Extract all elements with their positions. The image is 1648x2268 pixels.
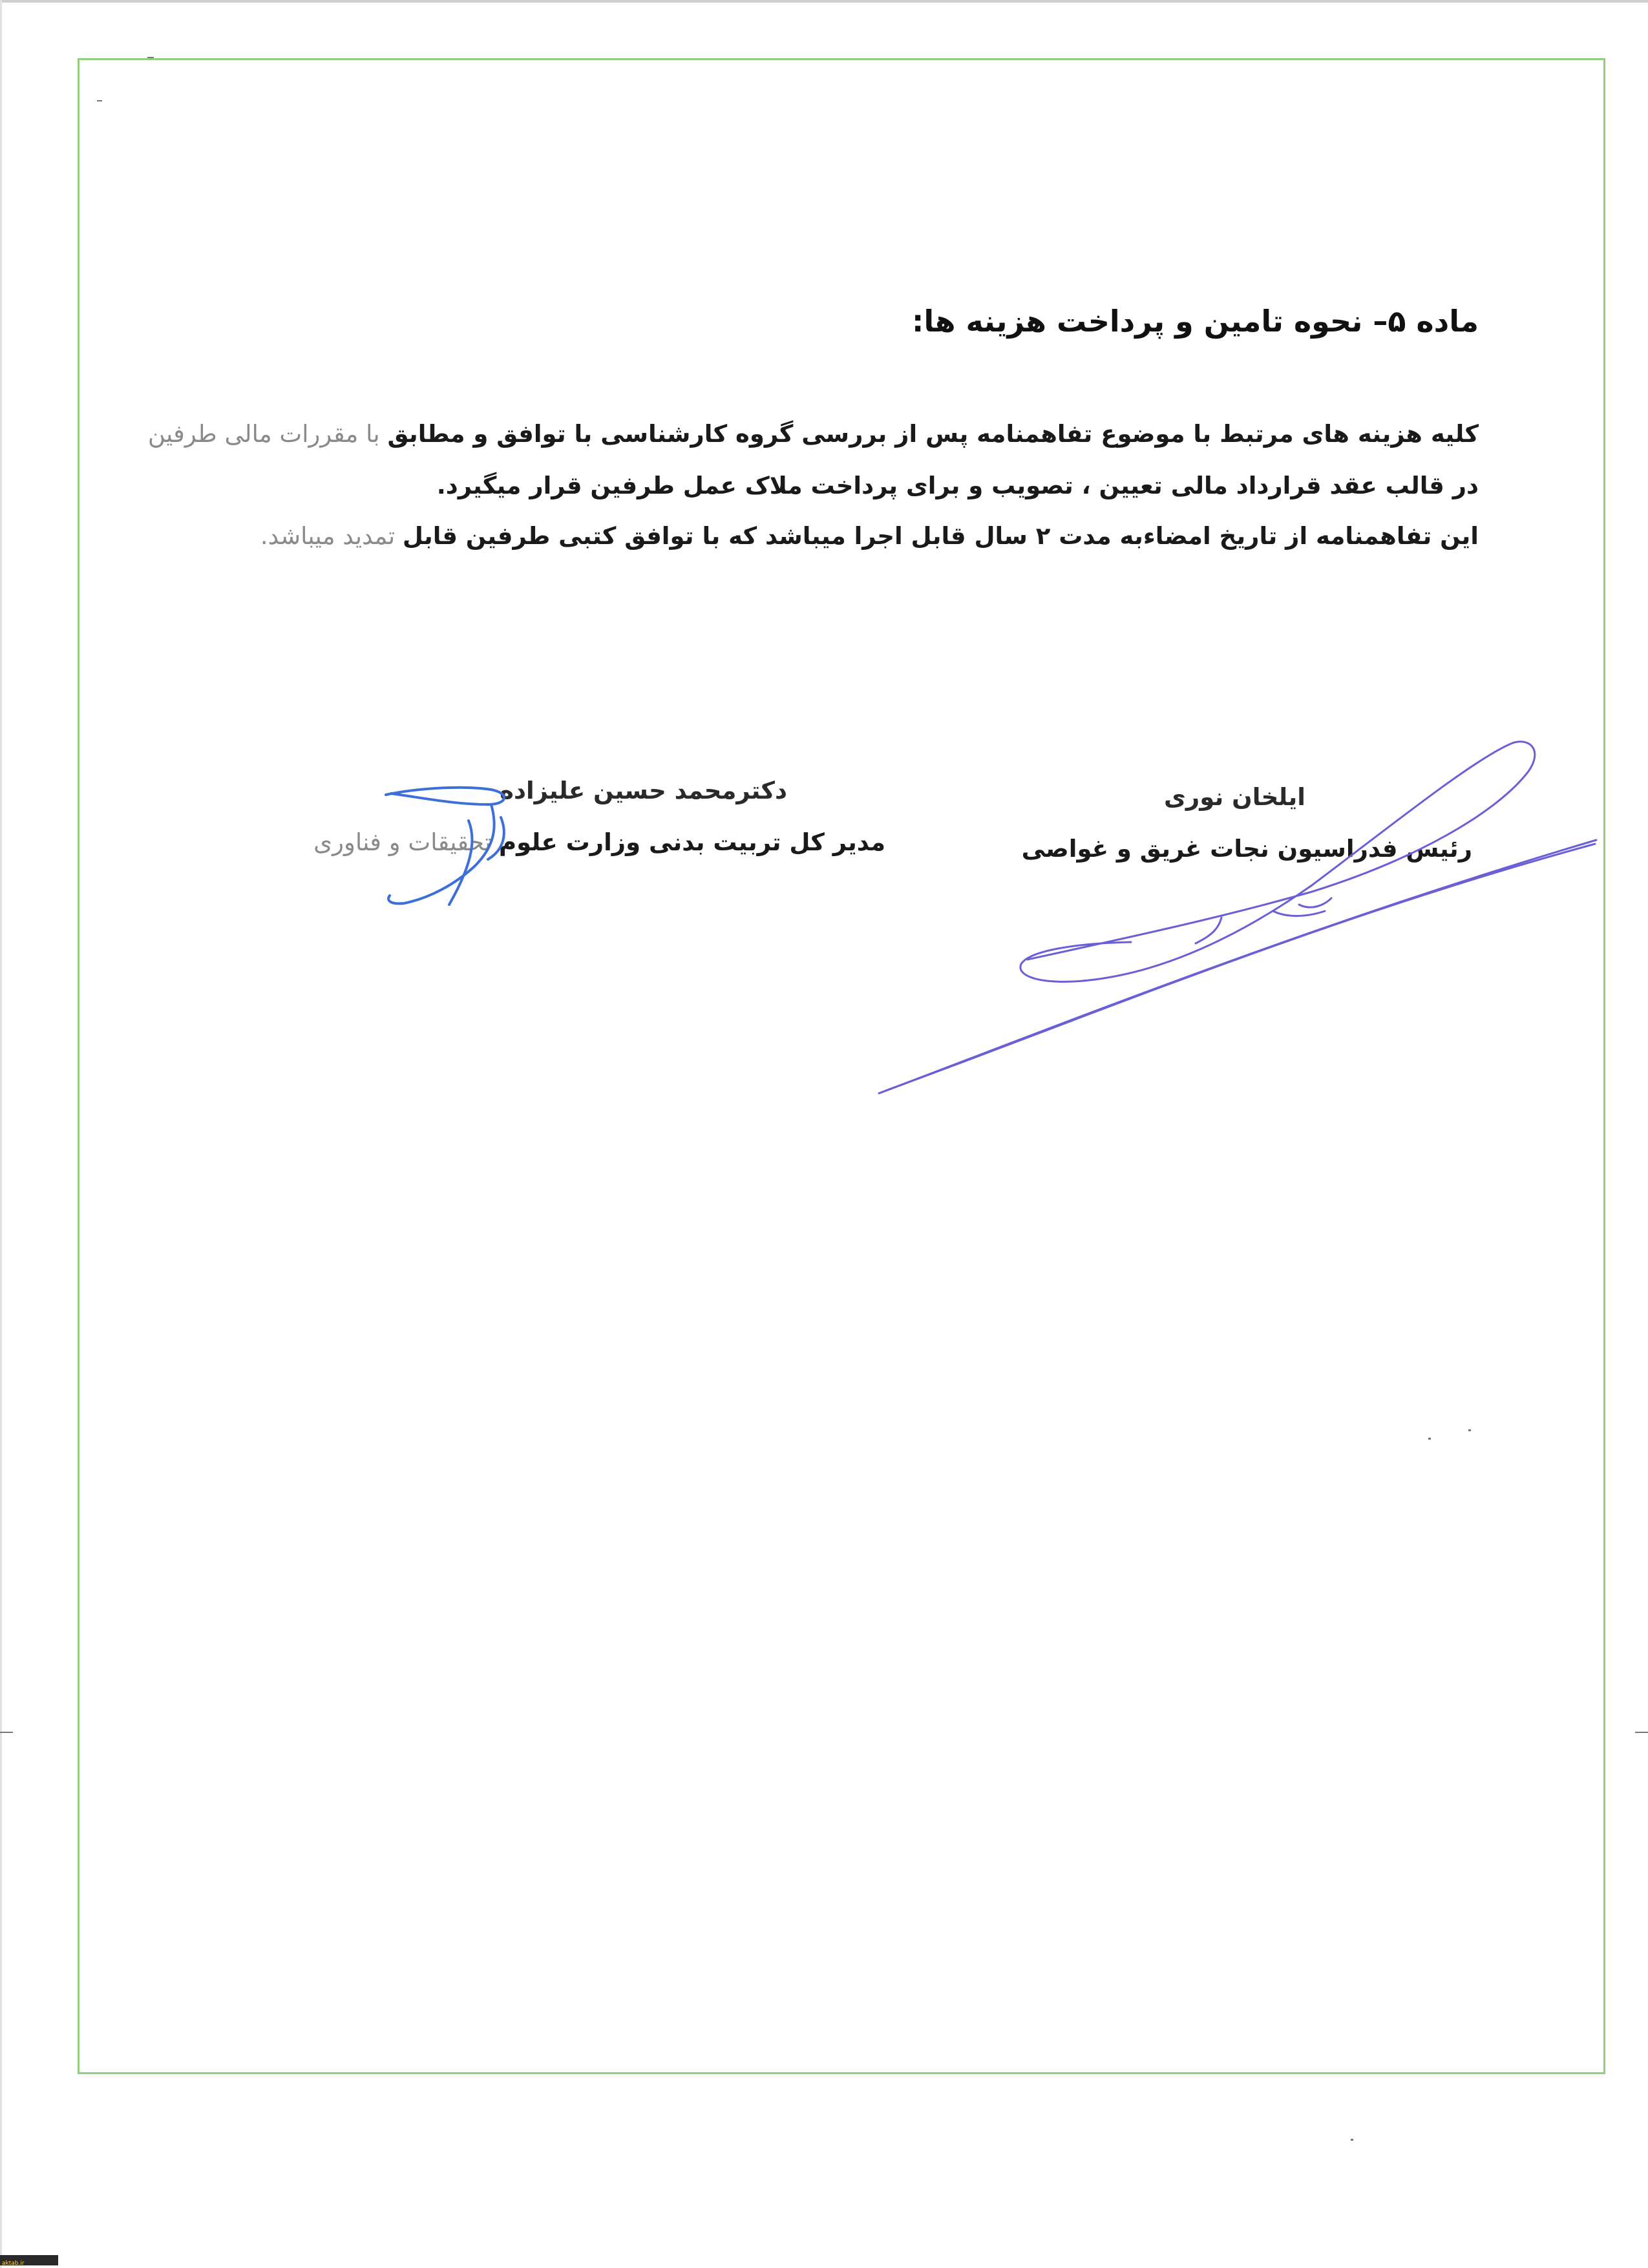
footer-stamp-text: aktab.ir — [2, 2260, 25, 2267]
right-signature — [860, 724, 1609, 1111]
paragraph-1-main: کلیه هزینه های مرتبط با موضوع تفاهمنامه پس از بررسی گروه کارشناسی با توافق و مطابق — [387, 420, 1479, 448]
left-signatory-title-tail: تحقیقات و فناوری — [313, 828, 500, 856]
scan-edge-mark — [0, 1732, 13, 1733]
right-signatory-name: ایلخان نوری — [1163, 783, 1305, 811]
footer-stamp — [0, 2255, 58, 2265]
right-signatory-title: رئیس فدراسیون نجات غریق و غواصی — [1021, 835, 1472, 863]
scan-edge-left — [0, 0, 2, 2268]
section-heading: ماده ۵– نحوه تامین و پرداخت هزینه ها: — [911, 304, 1479, 339]
left-signature — [378, 775, 540, 918]
paragraph-3-main: این تفاهمنامه از تاریخ امضاءبه مدت ۲ سال قابل اجرا میباشد که با توافق کتبی طرفین قابل — [402, 522, 1479, 550]
scan-edge-mark — [1635, 1732, 1648, 1733]
scan-speck — [1428, 1438, 1431, 1440]
paragraph-1 — [148, 420, 1479, 448]
scan-speck — [1351, 2139, 1353, 2141]
paragraph-3 — [260, 522, 1479, 550]
paragraph-1-tail: با مقررات مالی طرفین — [147, 420, 388, 448]
scan-speck — [147, 57, 154, 58]
paragraph-3-tail: تمدید میباشد. — [260, 522, 403, 550]
paragraph-2: در قالب عقد قرارداد مالی تعیین ، تصویب و برای پرداخت ملاک عمل طرفین قرار میگیرد. — [436, 472, 1479, 499]
scan-speck — [1468, 1429, 1471, 1431]
left-signatory-title-main: مدیر کل تربیت بدنی وزارت علوم — [499, 828, 885, 856]
scan-speck — [97, 100, 102, 101]
scan-edge — [0, 0, 1648, 3]
left-signatory-name: دکترمحمد حسین علیزاده — [500, 777, 787, 804]
